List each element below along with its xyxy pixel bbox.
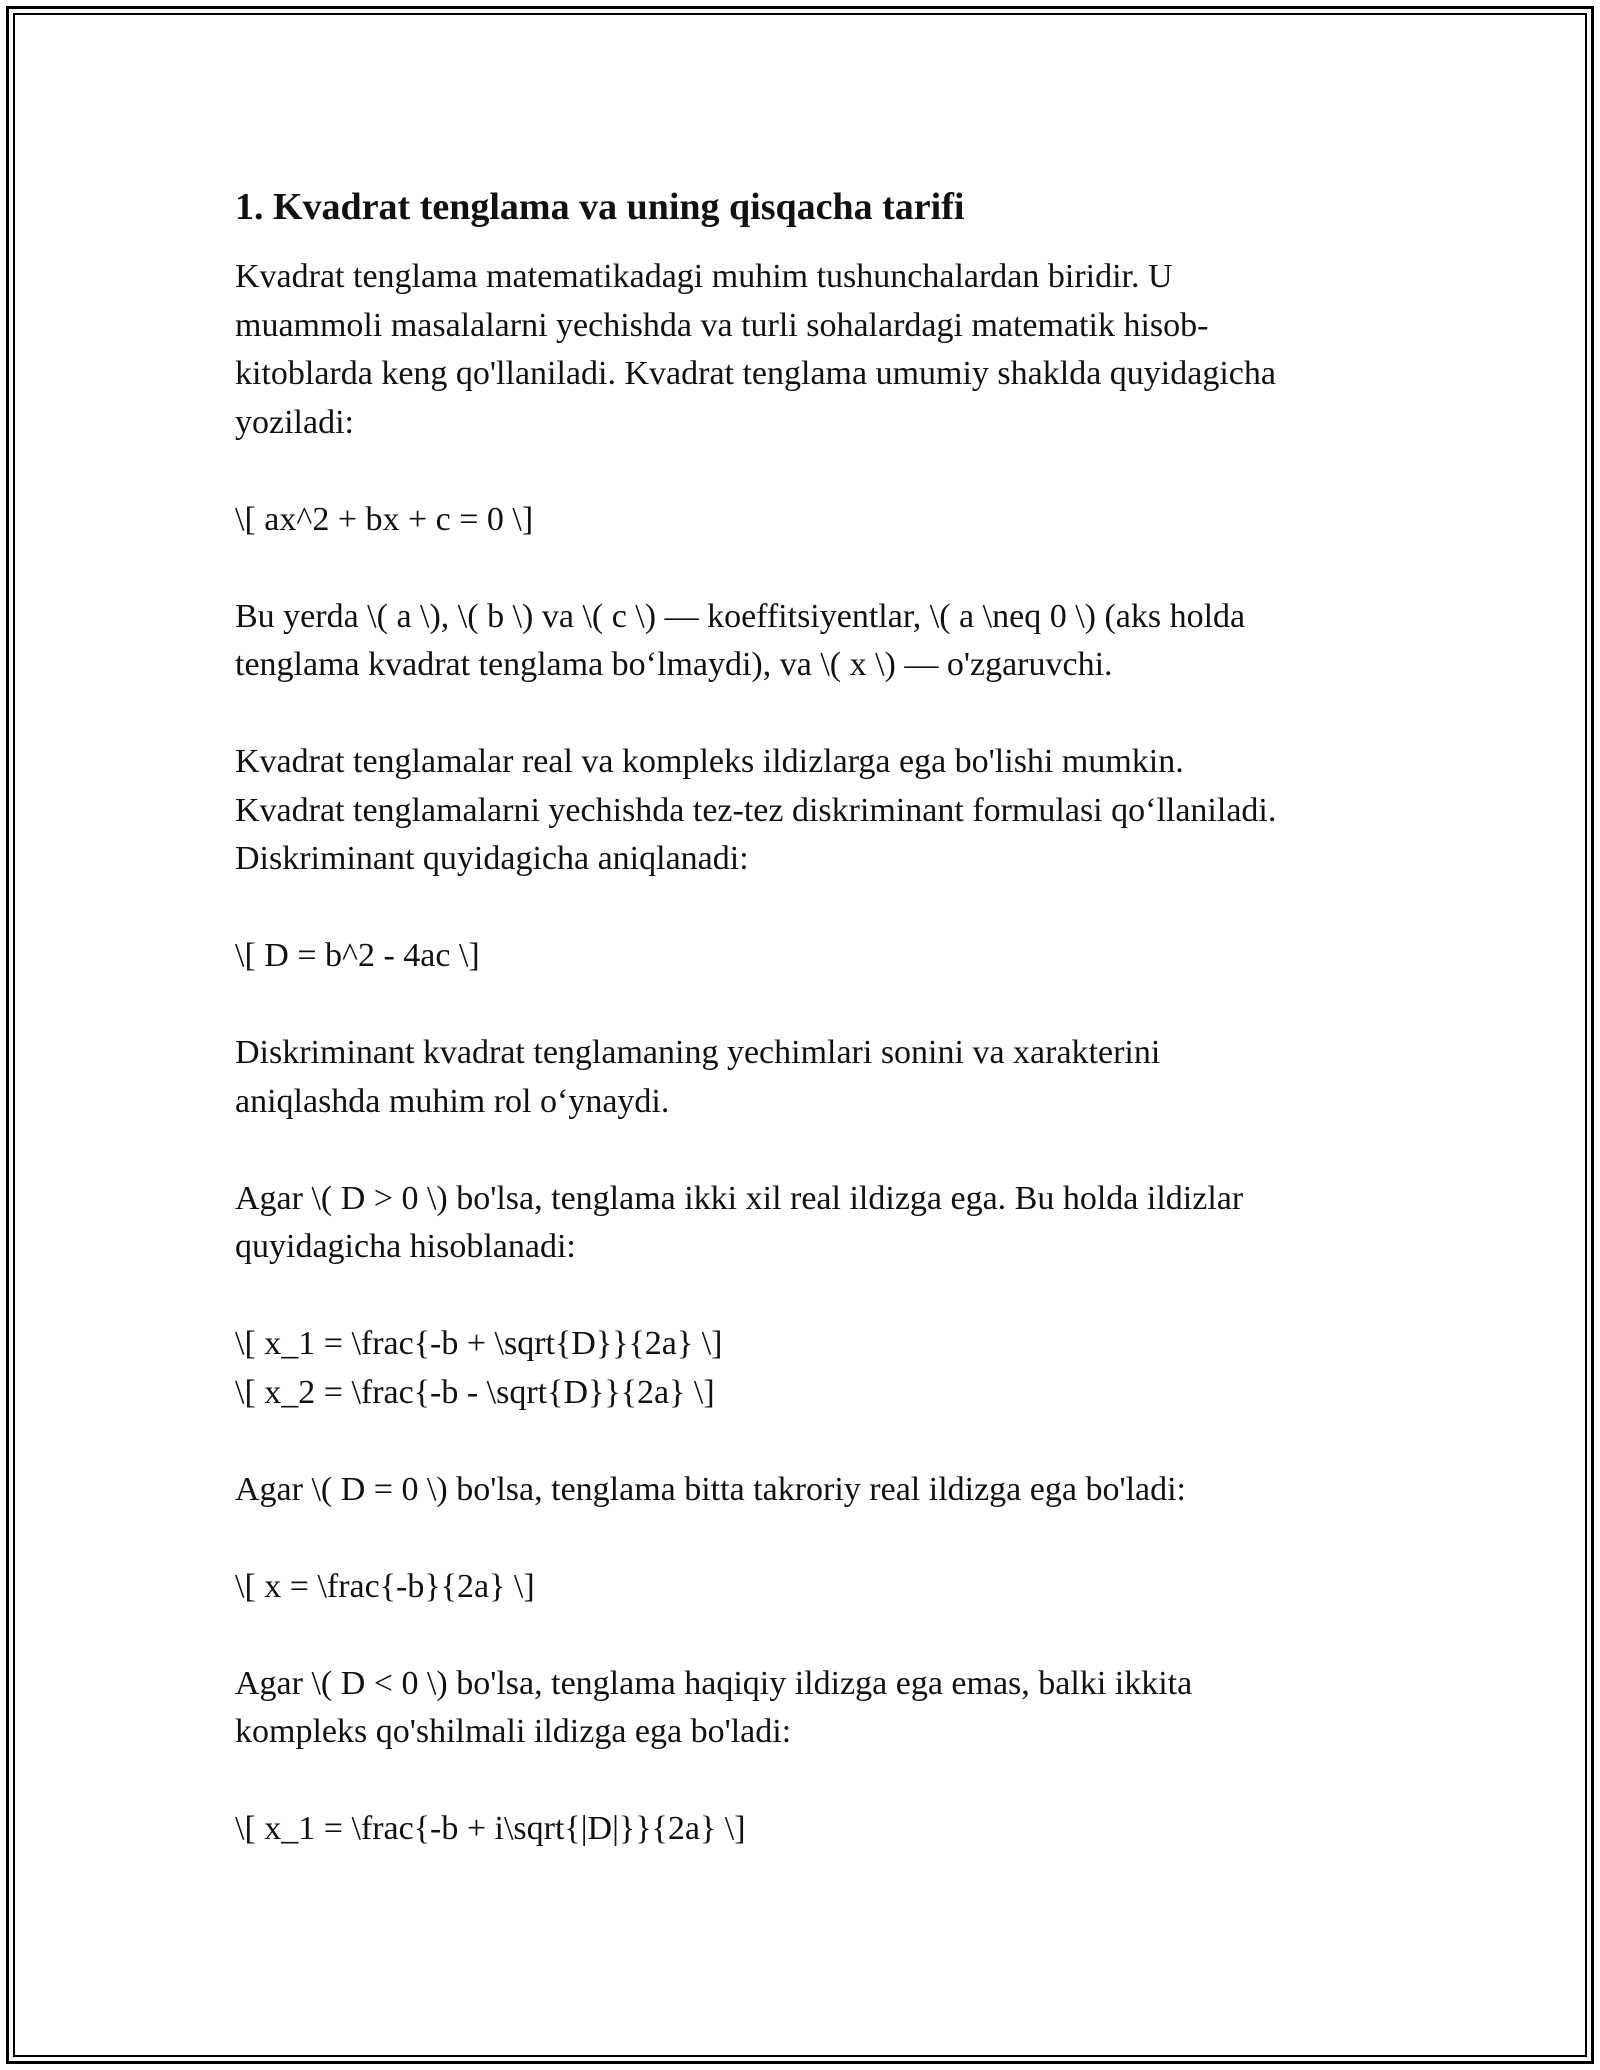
discriminant-role-paragraph: Diskriminant kvadrat tenglamaning yechimlari sonini va xarakterini aniqlashda muhim rol o‘ynaydi. [235,1034,1161,1120]
intro-paragraph: Kvadrat tenglama matematikadagi muhim tushunchalardan biridir. U muammoli masalalarni yechishda va turli sohalardagi matematik hisob- kitoblarda keng qo'llaniladi. Kvadrat tenglama umumiy shaklda quyidagicha yoziladi: [235,258,1276,441]
discriminant-intro-paragraph: Kvadrat tenglamalar real va kompleks ildizlarga ega bo'lishi mumkin. Kvadrat tenglamalarni yechishda tez-tez diskriminant formulasi qo‘llaniladi. Diskriminant quyidagicha aniqlanadi: [235,743,1277,877]
general-form-formula: \[ ax^2 + bx + c = 0 \] [235,500,534,538]
two-roots-formulas: \[ x_1 = \frac{-b + \sqrt{D}}{2a} \] \[ x_2 = \frac{-b - \sqrt{D}}{2a} \] [235,1325,723,1411]
section-heading: 1. Kvadrat tenglama va uning qisqacha tarifi [235,186,965,228]
coefficients-paragraph: Bu yerda \( a \), \( b \) va \( c \) — koeffitsiyentlar, \( a \neq 0 \) (aks holda tenglama kvadrat tenglama bo‘lmaydi), va \( x \) — o'zgaruvchi. [235,597,1246,683]
negative-discriminant-paragraph: Agar \( D < 0 \) bo'lsa, tenglama haqiqiy ildizga ega emas, balki ikkita kompleks qo'shilmali ildizga ega bo'ladi: [235,1664,1193,1750]
positive-discriminant-paragraph: Agar \( D > 0 \) bo'lsa, tenglama ikki xil real ildizga ega. Bu holda ildizlar quyidagicha hisoblanadi: [235,1179,1244,1265]
zero-discriminant-paragraph: Agar \( D = 0 \) bo'lsa, tenglama bitta takroriy real ildizga ega bo'ladi: [235,1470,1187,1508]
complex-root-formula: \[ x_1 = \frac{-b + i\sqrt{|D|}}{2a} \] [235,1810,746,1847]
document-body [235,183,1375,1854]
single-root-formula: \[ x = \frac{-b}{2a} \] [235,1567,535,1605]
discriminant-formula: \[ D = b^2 - 4ac \] [235,937,480,974]
